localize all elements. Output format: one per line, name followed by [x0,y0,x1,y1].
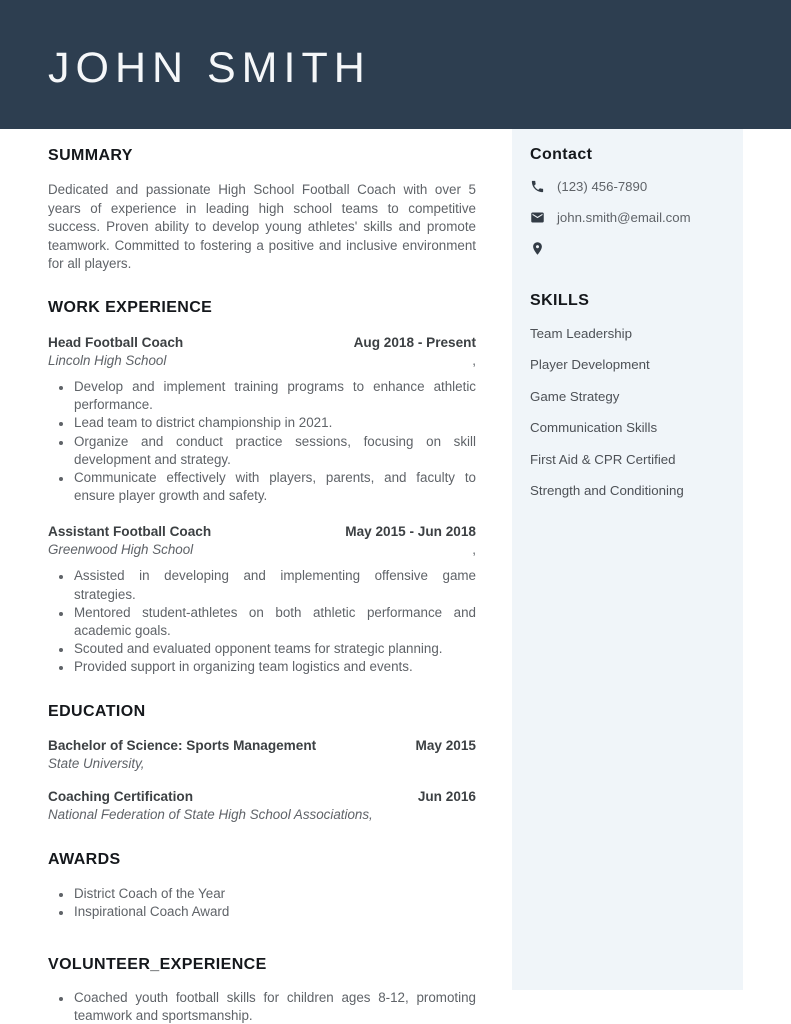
work-experience-section [48,300,476,677]
award-item: • District Coach of the Year [73,885,476,903]
contact-heading: Contact [530,146,593,163]
job-bullet: • Provided support in organizing team logistics and events. [73,658,476,676]
contact-location-row [530,241,725,256]
education-header [48,789,476,804]
job-bullet: • Assisted in developing and implementing offensive game strategies. [73,567,476,603]
contact-phone-row [530,179,725,194]
degree-title: Bachelor of Science: Sports Management [48,737,317,753]
job-bullet: • Develop and implement training programs to enhance athletic performance. [73,378,476,414]
main-column [48,129,476,1024]
job-company: Greenwood High School [48,542,194,558]
degree-date: Jun 2016 [417,788,476,804]
sidebar [512,129,743,990]
job-bullet-list [48,378,476,505]
contact-email-row [530,210,725,225]
job-subline [48,353,476,368]
job-bullet: • Organize and conduct practice sessions, focusing on skill development and strategy. [73,433,476,469]
job-entry [48,524,476,676]
job-bullet: • Scouted and evaluated opponent teams for strategic planning. [73,640,476,658]
education-school: State University, [48,755,145,771]
awards-heading: AWARDS [48,850,121,868]
summary-section [48,129,476,274]
email-address: john.smith@email.com [557,210,691,225]
location-pin-icon [530,241,545,256]
education-entry [48,789,476,822]
job-bullet: • Mentored student-athletes on both athletic performance and academic goals. [73,604,476,640]
education-heading: EDUCATION [48,702,146,720]
skill-item: Player Development [530,357,650,372]
job-company: Lincoln High School [48,352,167,368]
candidate-name: JOHN SMITH [48,44,371,92]
phone-number: (123) 456-7890 [557,179,648,194]
job-location-suffix: , [472,542,476,558]
job-title: Assistant Football Coach [48,524,212,540]
job-entry [48,335,476,505]
skill-item: Game Strategy [530,388,620,404]
education-section [48,704,476,822]
award-item: • Inspirational Coach Award [73,903,476,921]
volunteer-section [48,957,476,1024]
job-title: Head Football Coach [48,334,184,350]
job-dates: Aug 2018 - Present [353,334,476,350]
awards-section [48,852,476,921]
skill-item: Team Leadership [530,325,633,341]
job-bullet: • Communicate effectively with players, parents, and faculty to ensure player growth and safety. [73,469,476,505]
job-location-suffix: , [472,352,476,368]
education-header [48,738,476,753]
job-subline [48,542,476,557]
summary-heading: SUMMARY [48,147,133,164]
phone-icon [530,179,545,194]
awards-list [48,885,476,921]
volunteer-list [48,989,476,1024]
job-bullet: • Lead team to district championship in 2021. [73,414,476,432]
education-entry [48,738,476,771]
skill-item: Communication Skills [530,420,658,435]
envelope-icon [530,210,545,225]
degree-date: May 2015 [415,737,476,753]
job-dates: May 2015 - Jun 2018 [345,524,476,540]
work-experience-heading: WORK EXPERIENCE [48,298,213,316]
volunteer-heading: VOLUNTEER_EXPERIENCE [48,956,267,974]
education-school: National Federation of State High School Associations, [48,806,373,822]
header-banner [0,0,791,129]
skills-heading: SKILLS [530,292,590,309]
degree-title: Coaching Certification [48,788,194,804]
volunteer-item: • Coached youth football skills for children ages 8-12, promoting teamwork and sportsmanship. [73,989,476,1024]
skill-item: Strength and Conditioning [530,483,684,498]
job-header [48,524,476,539]
summary-text: Dedicated and passionate High School Football Coach with over 5 years of experience in leading high school teams to competitive success. Proven ability to develop young athletes' skills and promote teamwork. Committed to fostering a positive and inclusive environment for all players. [48,182,476,272]
skill-item: First Aid & CPR Certified [530,451,676,467]
content-area [0,129,791,1024]
job-header [48,335,476,350]
job-bullet-list [48,567,476,676]
